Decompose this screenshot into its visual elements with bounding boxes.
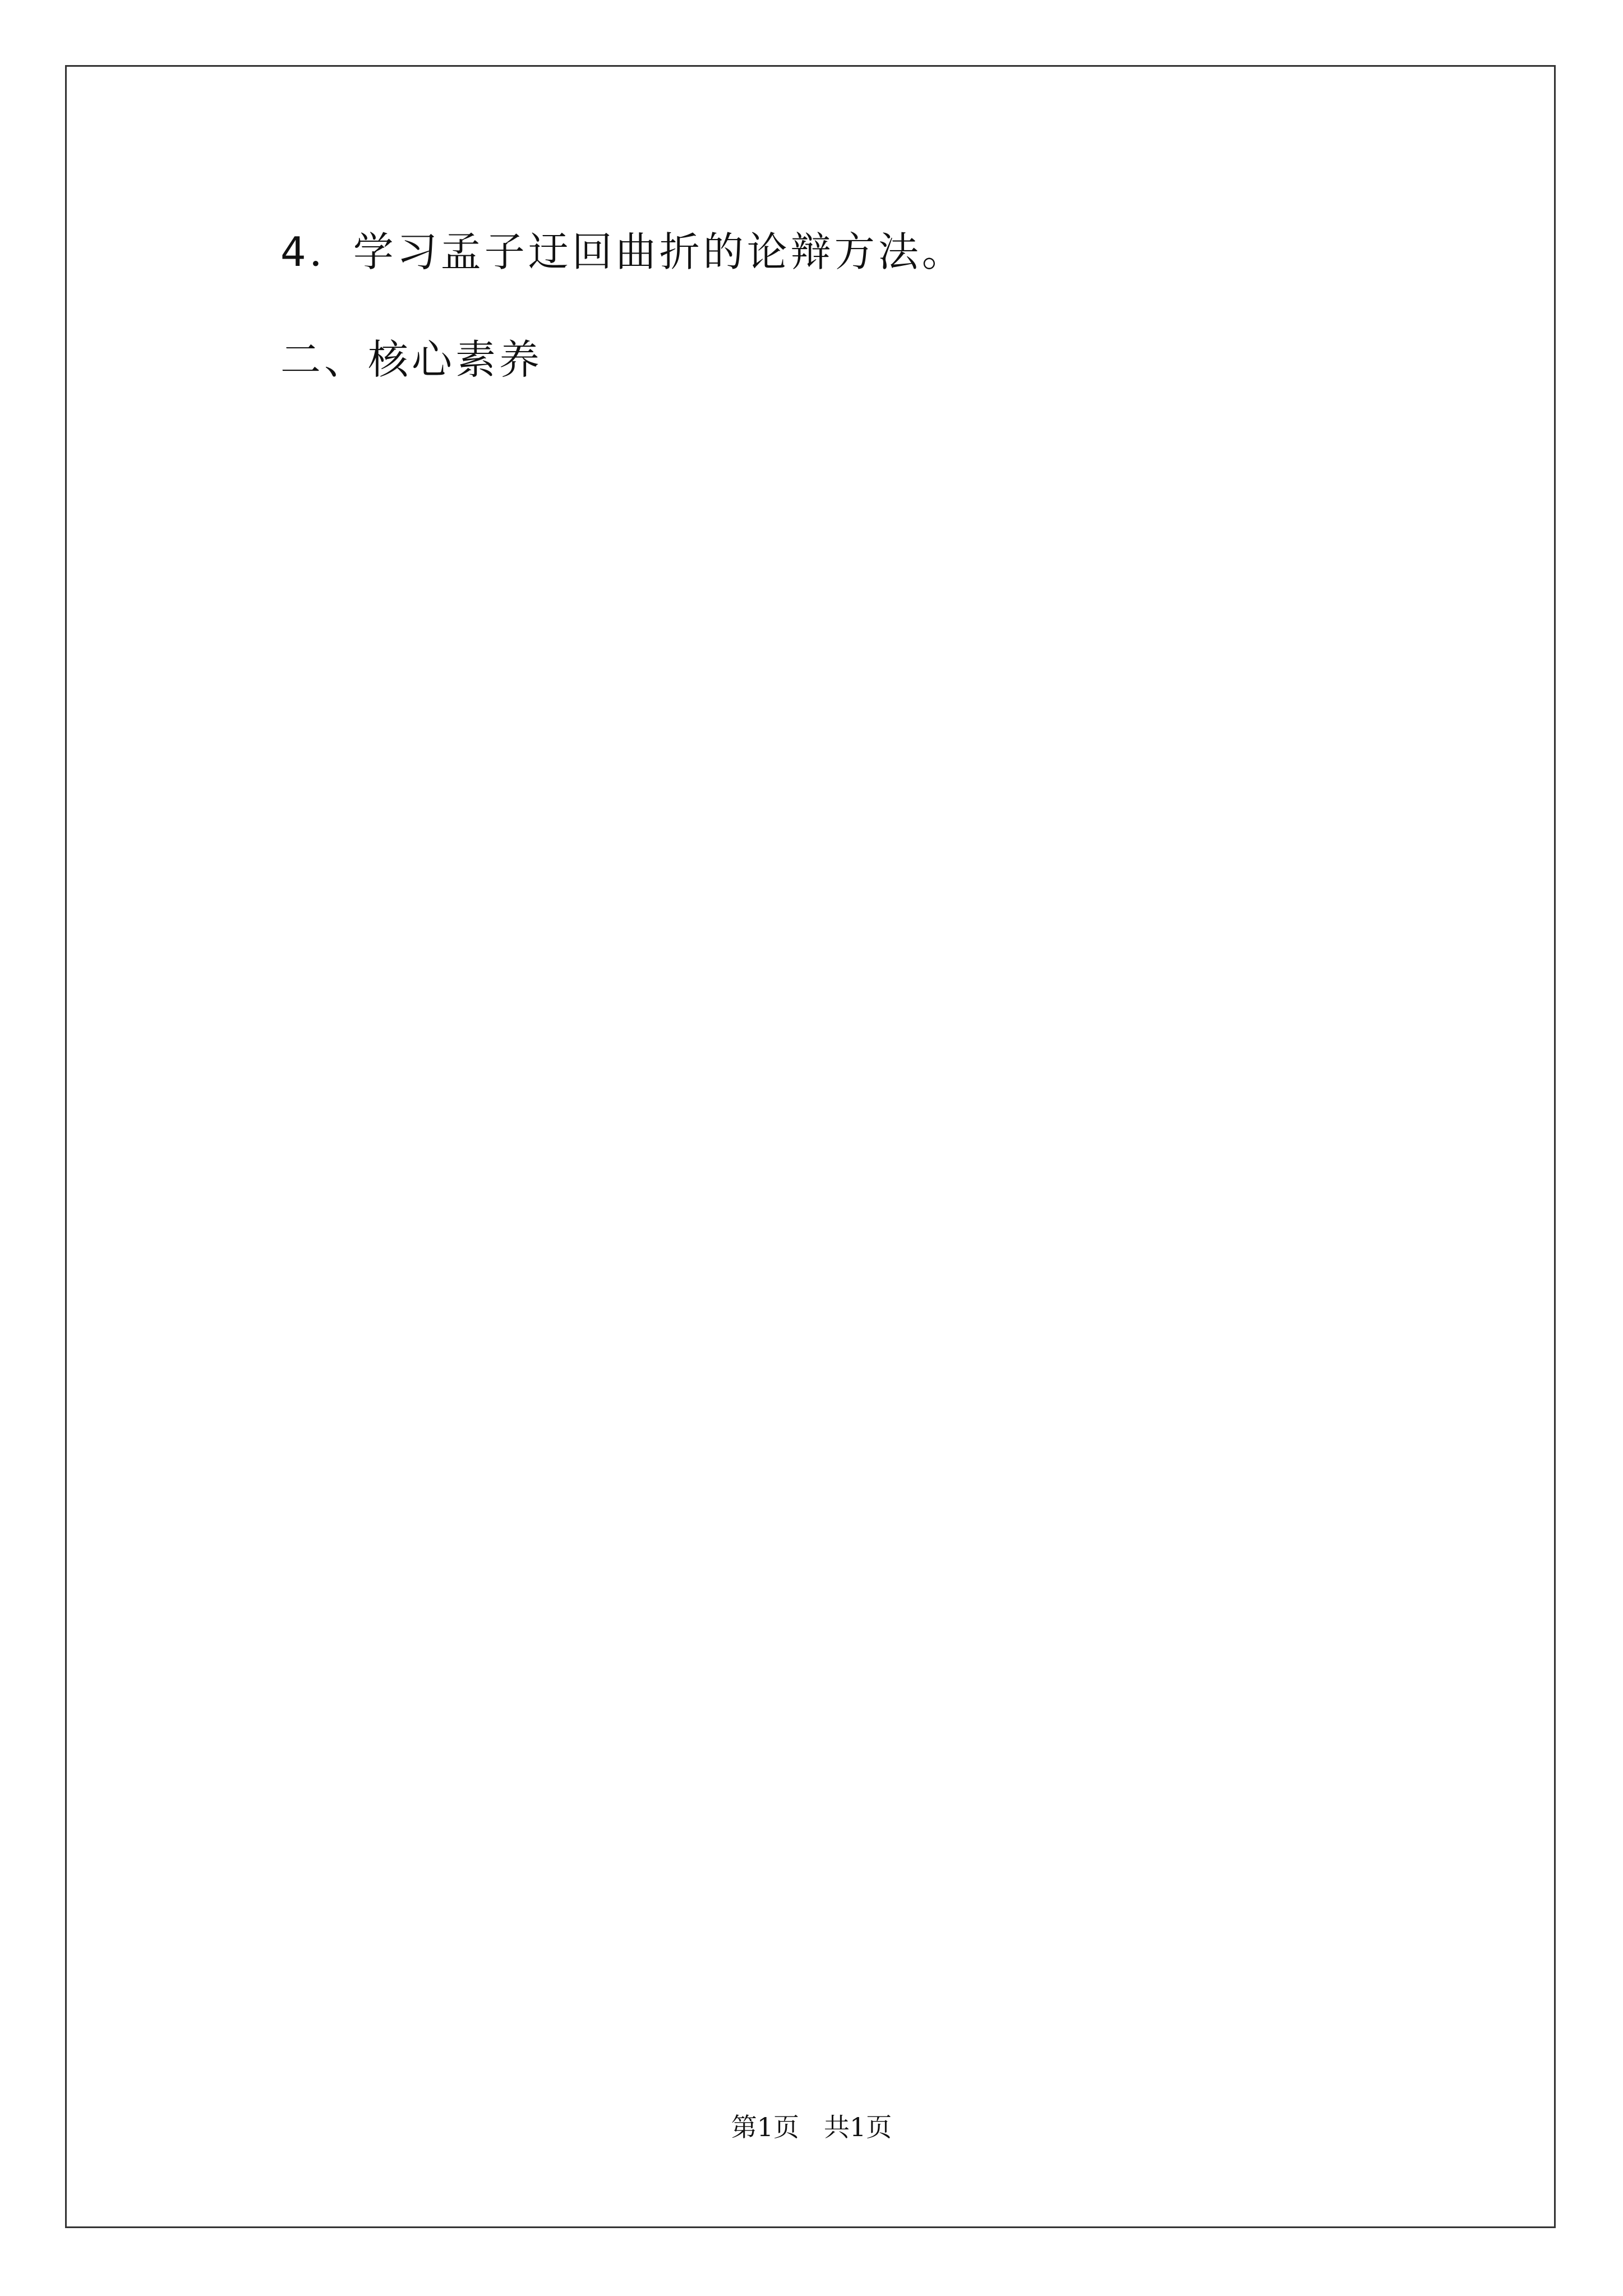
page-total: 共1页: [823, 2112, 892, 2142]
text-line-2: 二、核心素养: [280, 336, 543, 383]
page-footer: [0, 2110, 1623, 2144]
text-line-1: 4．学习孟子迂回曲折的论辩方法。: [280, 228, 966, 275]
page-border: [65, 65, 1556, 2228]
page-number: 第1页: [731, 2112, 800, 2142]
